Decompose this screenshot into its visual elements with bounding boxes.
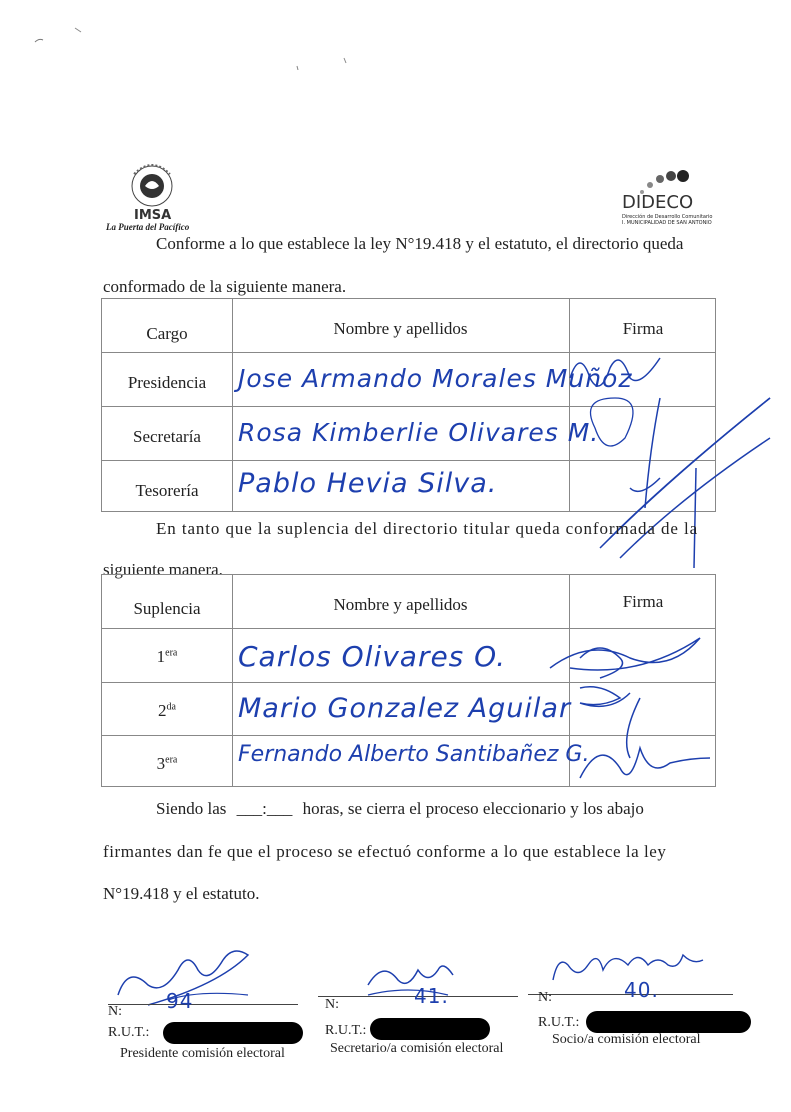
closing-rest: horas, se cierra el proceso eleccionario y los abajo	[302, 799, 644, 818]
n-value: 41.	[414, 984, 449, 1008]
closing-start: Siendo las	[156, 799, 227, 818]
suplencia-cell: $2^{da}$	[158, 701, 176, 720]
header-cargo: Cargo	[146, 324, 188, 343]
role-label: Presidente comisión electoral	[120, 1046, 285, 1061]
signature-line	[108, 1004, 298, 1005]
suplencia-cell: $3^{era}$	[156, 754, 178, 773]
role-label: Socio/a comisión electoral	[552, 1032, 701, 1047]
dideco-line1: Dirección de Desarrollo Comunitario	[622, 214, 713, 220]
cargo-cell: Tesorería	[135, 481, 199, 500]
closing-line-2: firmantes dan fe que el proceso se efectuó conforme a lo que establece la ley	[103, 842, 667, 861]
intro-line-1: Conforme a lo que establece la ley N°19.418 y el estatuto, el directorio queda	[156, 234, 684, 253]
signature-block-secretario	[318, 940, 528, 1070]
firmas-directorio	[540, 338, 780, 578]
signature-block-socio	[528, 940, 763, 1070]
mid-line-1: En tanto que la suplencia del directorio titular queda conformada de la	[156, 519, 699, 538]
header-firma: Firma	[622, 592, 664, 611]
rut-redaction	[586, 1011, 751, 1033]
n-value: 94	[166, 989, 194, 1013]
name-tesoreria: Pablo Hevia Silva.	[238, 468, 498, 499]
name-suplente-1: Carlos Olivares O.	[238, 640, 506, 673]
rut-label: R.U.T.:	[538, 1015, 580, 1030]
signature-scribble	[108, 940, 308, 1010]
header-firma: Firma	[622, 319, 664, 338]
name-suplente-3: Fernando Alberto Santibañez G.	[238, 742, 590, 767]
dideco-logo	[620, 166, 713, 226]
cargo-cell: Presidencia	[127, 373, 207, 392]
imsa-acronym: IMSA	[134, 208, 172, 223]
header-nombre: Nombre y apellidos	[333, 595, 468, 614]
header-suplencia: Suplencia	[133, 599, 201, 618]
rut-redaction	[370, 1018, 490, 1040]
name-secretaria: Rosa Kimberlie Olivares M.	[238, 418, 600, 447]
mid-line-2: siguiente manera.	[103, 560, 223, 579]
n-label: N:	[325, 997, 339, 1012]
closing-time-blank: ___:___	[236, 799, 293, 818]
dideco-line2: I. MUNICIPALIDAD DE SAN ANTONIO	[622, 220, 712, 226]
role-label: Secretario/a comisión electoral	[330, 1041, 504, 1056]
signature-block-presidente	[108, 940, 308, 1070]
rut-redaction	[163, 1022, 303, 1044]
name-suplente-2: Mario Gonzalez Aguilar	[238, 693, 572, 724]
n-value: 40.	[624, 978, 659, 1002]
n-label: N:	[538, 990, 552, 1005]
cargo-cell: Secretaría	[133, 427, 201, 446]
closing-line-1	[156, 800, 644, 817]
firmas-suplencia	[540, 618, 720, 788]
suplencia-cell: $1^{era}$	[156, 647, 178, 666]
dideco-name: DIDECO	[622, 192, 694, 213]
imsa-motto: La Puerta del Pacífico	[106, 222, 190, 232]
header-nombre: Nombre y apellidos	[333, 319, 468, 338]
imsa-logo	[106, 160, 202, 232]
n-label: N:	[108, 1004, 122, 1019]
rut-label: R.U.T.:	[108, 1025, 150, 1040]
intro-line-2: conformado de la siguiente manera.	[103, 277, 347, 296]
scan-specks	[30, 20, 370, 70]
name-presidencia: Jose Armando Morales Muñoz	[238, 364, 633, 393]
closing-line-3: N°19.418 y el estatuto.	[103, 884, 260, 903]
rut-label: R.U.T.:	[325, 1023, 367, 1038]
